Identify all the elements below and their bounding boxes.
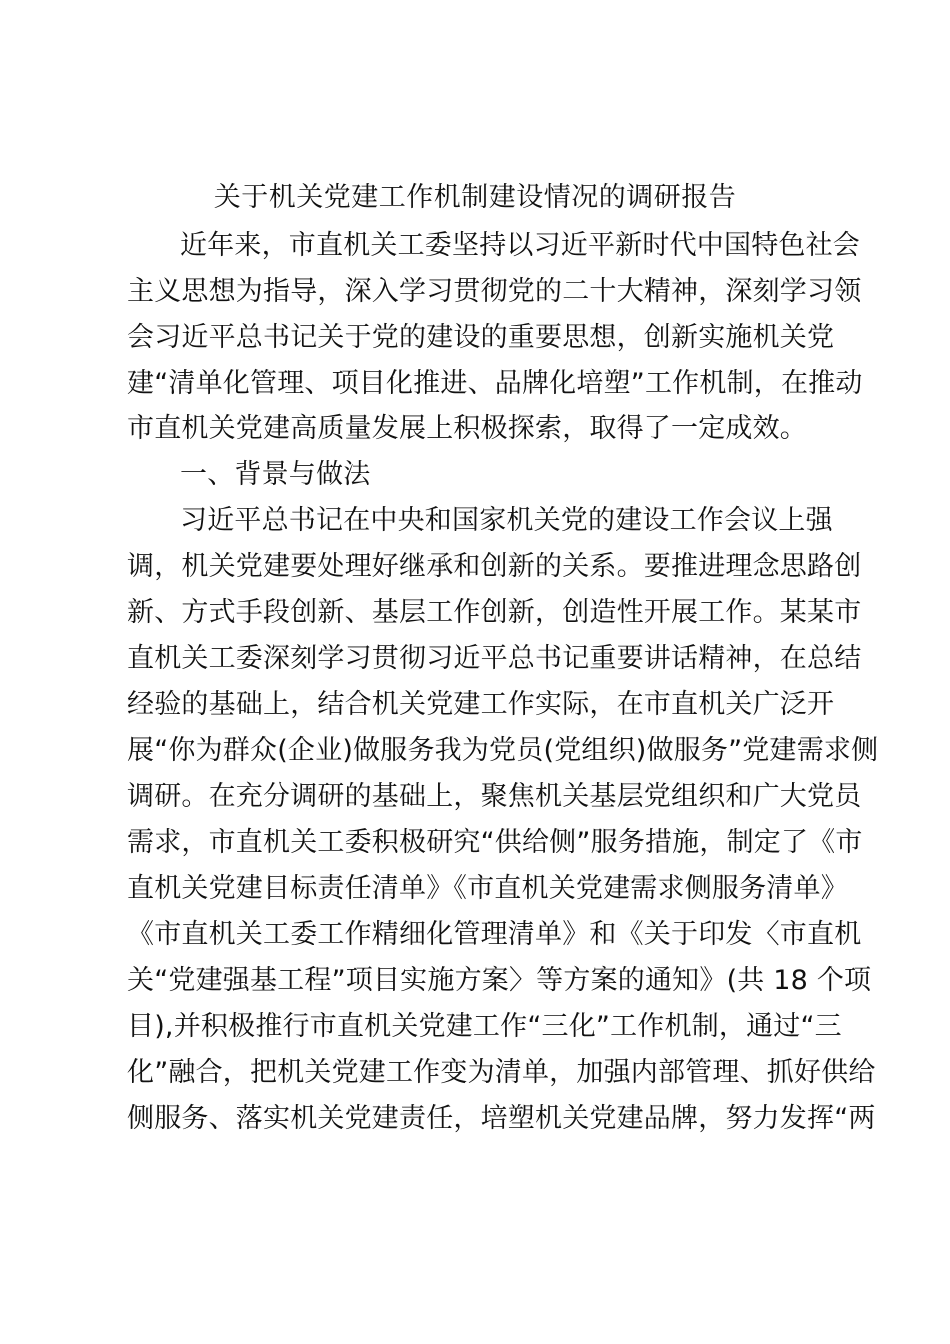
paragraph-2-line-1: 习近平总书记在中央和国家机关党的建设工作会议上强: [180, 505, 833, 536]
paragraph-2-line-9: 直机关党建目标责任清单》《市直机关党建需求侧服务清单》: [127, 873, 848, 904]
paragraph-2-line-3: 新、方式手段创新、基层工作创新，创造性开展工作。某某市: [127, 597, 862, 628]
paragraph-2-line-10: 《市直机关工委工作精细化管理清单》和《关于印发〈市直机: [127, 919, 862, 950]
paragraph-1-line-3: 会习近平总书记关于党的建设的重要思想，创新实施机关党: [127, 322, 835, 353]
paragraph-2-line-13: 化”融合，把机关党建工作变为清单，加强内部管理、抓好供给: [127, 1057, 876, 1088]
paragraph-2-line-14: 侧服务、落实机关党建责任，培塑机关党建品牌，努力发挥“两: [127, 1103, 876, 1134]
paragraph-1-line-5: 市直机关党建高质量发展上积极探索，取得了一定成效。: [127, 413, 807, 444]
paragraph-2-line-11: 关“党建强基工程”项目实施方案〉等方案的通知》(共 18 个项: [127, 965, 872, 996]
paragraph-2-line-7: 调研。在充分调研的基础上，聚焦机关基层党组织和广大党员: [127, 781, 862, 812]
paragraph-1-line-2: 主义思想为指导，深入学习贯彻党的二十大精神，深刻学习领: [127, 276, 862, 307]
paragraph-2-line-5: 经验的基础上，结合机关党建工作实际，在市直机关广泛开: [127, 689, 835, 720]
paragraph-2-line-4: 直机关工委深刻学习贯彻习近平总书记重要讲话精神，在总结: [127, 643, 862, 674]
paragraph-2-line-8: 需求，市直机关工委积极研究“供给侧”服务措施，制定了《市: [127, 827, 863, 858]
document-title: 关于机关党建工作机制建设情况的调研报告: [213, 182, 737, 213]
paragraph-2-line-6: 展“你为群众(企业)做服务我为党员(党组织)做服务”党建需求侧: [127, 735, 879, 766]
paragraph-1-line-1: 近年来，市直机关工委坚持以习近平新时代中国特色社会: [180, 230, 860, 261]
section-heading-1: 一、背景与做法: [180, 459, 371, 490]
paragraph-2-line-12: 目),并积极推行市直机关党建工作“三化”工作机制，通过“三: [127, 1011, 842, 1042]
paragraph-2-line-2: 调，机关党建要处理好继承和创新的关系。要推进理念思路创: [127, 551, 862, 582]
paragraph-1-line-4: 建“清单化管理、项目化推进、品牌化培塑”工作机制，在推动: [127, 368, 863, 399]
